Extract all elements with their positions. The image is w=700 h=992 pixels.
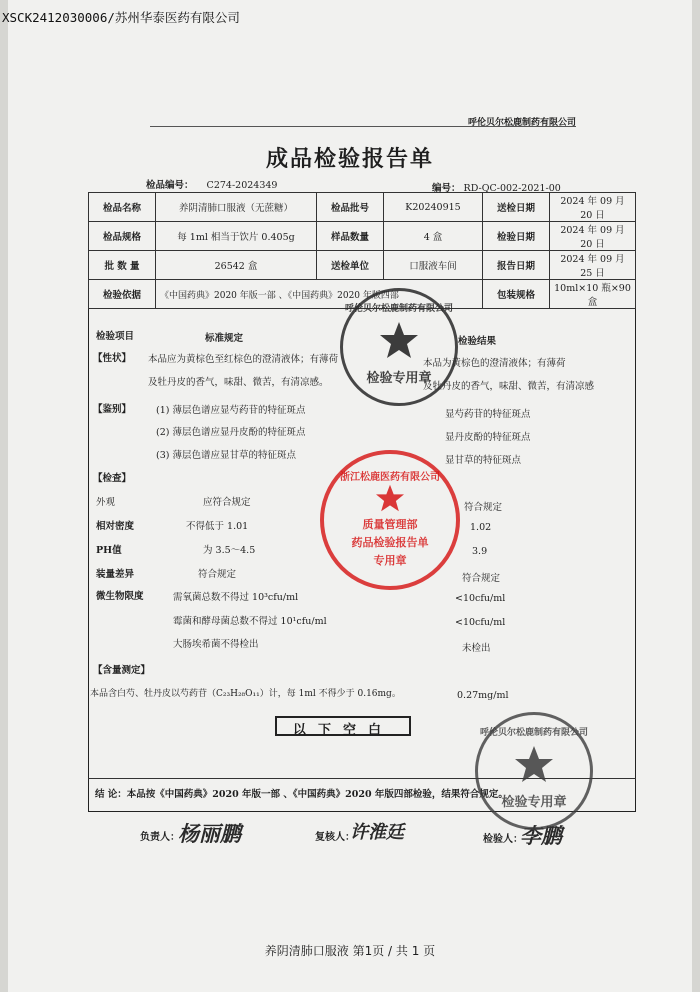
- character-standard-1: 本品应为黄棕色至红棕色的澄清液体；有薄荷: [148, 354, 339, 365]
- inspect-number: [146, 177, 277, 191]
- mold-standard: 霉菌和酵母菌总数不得过 10¹cfu/ml: [173, 616, 327, 627]
- company-name: 呼伦贝尔松鹿制药有限公司: [467, 118, 576, 128]
- aerobic-result: <10cfu/ml: [455, 593, 506, 604]
- ph-name: PH值: [96, 545, 122, 556]
- company-rule: [150, 126, 576, 127]
- submit-date-label: 送检日期: [483, 193, 550, 222]
- form-number-value: RD-QC-002-2021-00: [463, 183, 561, 194]
- identification-result-2: 显丹皮酚的特征斑点: [445, 432, 531, 443]
- table-row: [89, 251, 636, 280]
- lot-qty-value: 26542 盒: [156, 251, 317, 280]
- volume-name: 装量差异: [96, 569, 135, 580]
- identification-standard-1: (1) 薄层色谱应显芍药苷的特征斑点: [156, 405, 306, 416]
- reviewer-signature: 许淮廷: [350, 822, 404, 843]
- density-result: 1.02: [470, 522, 492, 533]
- identification-label: 【鉴别】: [93, 404, 132, 415]
- batch-value: K20240915: [384, 193, 483, 222]
- table-row: [89, 222, 636, 251]
- spec-label: 检品规格: [89, 222, 156, 251]
- col-standard-header: 标准规定: [205, 333, 244, 344]
- seal-b-inner-text: 检验专用章: [501, 795, 567, 810]
- identification-standard-2: (2) 薄层色谱应显丹皮酚的特征斑点: [156, 427, 306, 438]
- form-number-label: 编号：: [432, 183, 461, 194]
- identification-result-3: 显甘草的特征斑点: [445, 455, 522, 466]
- checks-label: 【检查】: [93, 473, 132, 484]
- seal-red-outer-text: 浙江松鹿医药有限公司: [340, 472, 440, 483]
- ph-standard: 为 3.5～4.5: [203, 545, 256, 556]
- info-table: [88, 192, 636, 309]
- report-date-label: 报告日期: [483, 251, 550, 280]
- black-seal-inspection-bottom: [475, 712, 593, 830]
- col-result-header: 检验结果: [458, 336, 497, 347]
- identification-result-1: 显芍药苷的特征斑点: [445, 409, 531, 420]
- test-date-label: 检验日期: [483, 222, 550, 251]
- responsible-label: 负责人：: [140, 832, 180, 843]
- seal-red-inner-2: 药品检验报告单: [351, 536, 429, 549]
- star-icon: [343, 321, 455, 363]
- batch-label: 检品批号: [317, 193, 384, 222]
- volume-result: 符合规定: [462, 573, 501, 584]
- test-date-value: 2024 年 09 月 20 日: [550, 222, 636, 251]
- density-name: 相对密度: [96, 521, 135, 532]
- ph-result: 3.9: [472, 546, 488, 557]
- density-standard: 不得低于 1.01: [186, 521, 249, 532]
- assay-result: 0.27mg/ml: [457, 690, 509, 701]
- col-item-header: 检验项目: [96, 331, 135, 342]
- end-mark-text: 以下空白: [292, 723, 393, 738]
- identification-standard-3: (3) 薄层色谱应显甘草的特征斑点: [156, 450, 296, 461]
- header-stamp: XSCK2412030006/苏州华泰医药有限公司: [2, 10, 240, 25]
- inspect-number-label: 检品编号：: [146, 180, 194, 191]
- mold-result: <10cfu/ml: [455, 617, 506, 628]
- dept-value: 口服液车间: [384, 251, 483, 280]
- character-standard-2: 及牡丹皮的香气，味甜、微苦，有清凉感。: [148, 377, 329, 388]
- basis-value: 《中国药典》2020 年版一部 、《中国药典》2020 年版四部: [156, 280, 483, 309]
- product-value: 养阴清肺口服液（无蔗糖）: [156, 193, 317, 222]
- star-icon: [324, 484, 456, 516]
- assay-label: 【含量测定】: [93, 665, 151, 676]
- volume-standard: 符合规定: [198, 569, 237, 580]
- sample-qty-label: 样品数量: [317, 222, 384, 251]
- character-result-2: 及牡丹皮的香气，味甜、微苦，有清凉感: [423, 381, 595, 392]
- basis-label: 检验依据: [89, 280, 156, 309]
- package-label: 包装规格: [483, 280, 550, 309]
- red-seal-quality: [320, 450, 460, 590]
- lot-qty-label: 批 数 量: [89, 251, 156, 280]
- microbe-name: 微生物限度: [96, 591, 144, 602]
- page-title: 成品检验报告单: [265, 147, 434, 172]
- table-row: [89, 193, 636, 222]
- assay-standard: 本品含白芍、牡丹皮以芍药苷（C₂₃H₂₈O₁₁）计，每 1ml 不得少于 0.16mg。: [90, 689, 401, 699]
- character-label: 【性状】: [93, 353, 132, 364]
- sample-qty-value: 4 盒: [384, 222, 483, 251]
- appearance-result: 符合规定: [464, 502, 503, 513]
- star-icon: [478, 745, 590, 787]
- seal-a-outer-text: 呼伦贝尔松鹿制药有限公司: [344, 304, 453, 314]
- ecoli-result: 未检出: [462, 643, 491, 654]
- black-seal-inspection: [340, 288, 458, 406]
- inspect-number-value: C274-2024349: [206, 180, 278, 191]
- seal-b-outer-text: 呼伦贝尔松鹿制药有限公司: [479, 728, 588, 738]
- report-date-value: 2024 年 09 月 25 日: [550, 251, 636, 280]
- inspector-label: 检验人：: [483, 834, 523, 845]
- conclusion: 结 论：本品按《中国药典》2020 年版一部 、《中国药典》2020 年版四部检验，结果符合规定。: [95, 789, 508, 800]
- appearance-standard: 应符合规定: [203, 497, 251, 508]
- product-label: 检品名称: [89, 193, 156, 222]
- spec-value: 每 1ml 相当于饮片 0.405g: [156, 222, 317, 251]
- reviewer-label: 复核人：: [315, 832, 355, 843]
- character-result-1: 本品为黄棕色的澄清液体；有薄荷: [423, 358, 566, 369]
- responsible-signature: 杨丽鹏: [178, 821, 241, 846]
- aerobic-standard: 需氧菌总数不得过 10³cfu/ml: [173, 592, 299, 603]
- seal-red-inner-1: 质量管理部: [362, 518, 418, 531]
- submit-date-value: 2024 年 09 月 20 日: [550, 193, 636, 222]
- seal-a-inner-text: 检验专用章: [366, 371, 432, 386]
- package-value: 10ml×10 瓶×90 盒: [550, 280, 636, 309]
- page-footer: 养阴清肺口服液 第1页 / 共 1 页: [264, 944, 436, 958]
- seal-red-inner-3: 专用章: [373, 554, 407, 567]
- inspector-signature: 李鹏: [520, 823, 562, 848]
- end-mark-box: [275, 716, 411, 736]
- dept-label: 送检单位: [317, 251, 384, 280]
- ecoli-standard: 大肠埃希菌不得检出: [173, 639, 259, 650]
- appearance-name: 外观: [96, 497, 116, 508]
